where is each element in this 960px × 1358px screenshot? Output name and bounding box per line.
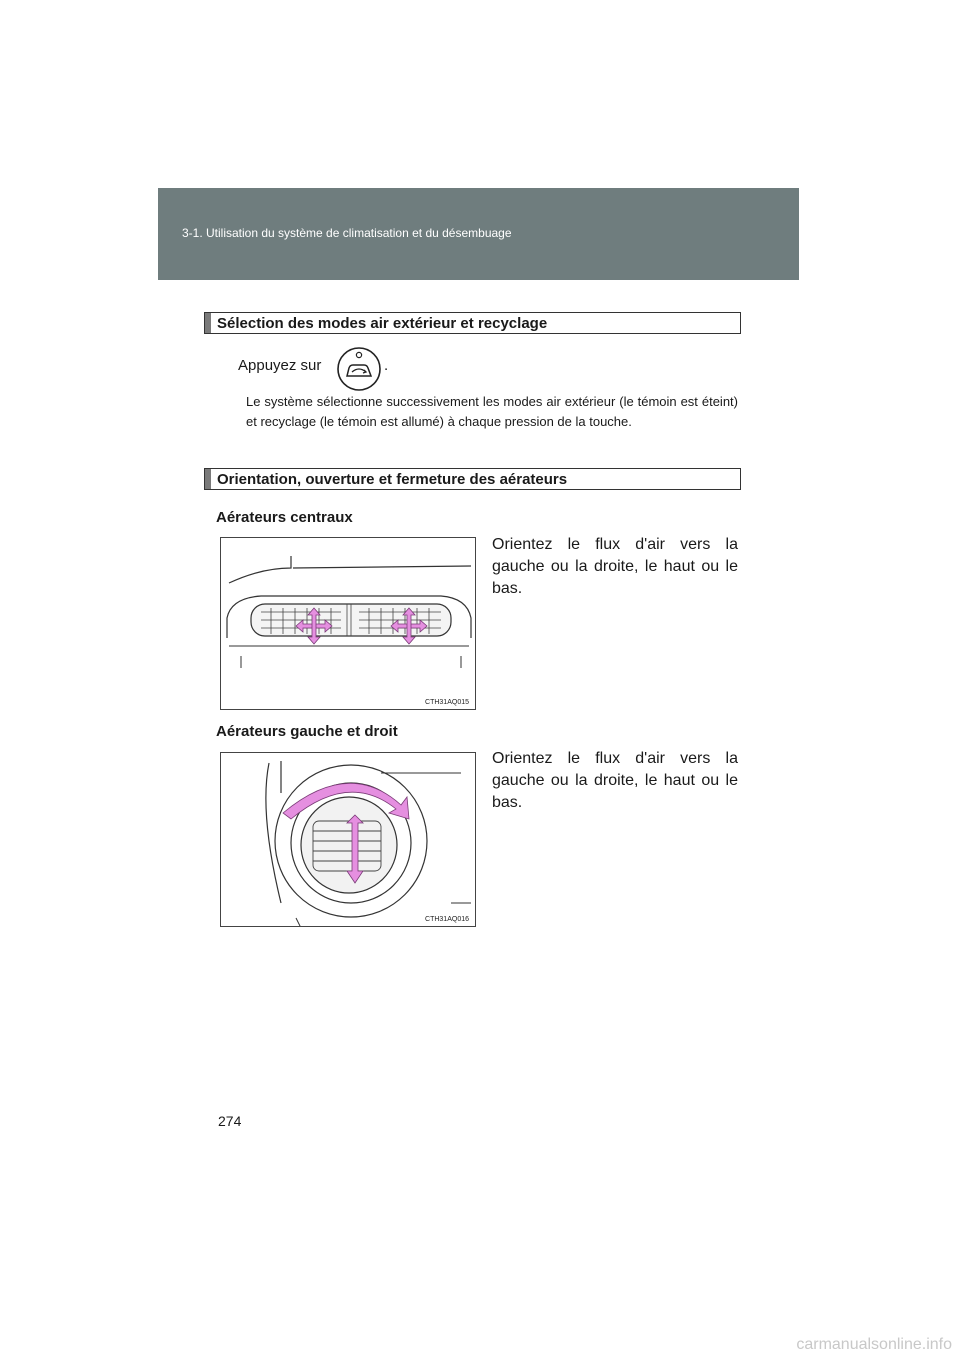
mode-description: Le système sélectionne successivement les modes air extérieur (le témoin est éteint) et recyclage (le témoin est allumé) à chaque pression de la touche. bbox=[246, 394, 738, 429]
page-number: 274 bbox=[218, 1113, 242, 1129]
figure-code: CTH31AQ015 bbox=[425, 699, 469, 706]
side-vents-text: Orientez le flux d'air vers la gauche ou la droite, le haut ou le bas. bbox=[492, 750, 738, 811]
section-marker bbox=[205, 469, 211, 489]
section-title-vents bbox=[204, 468, 741, 490]
instruction-period: . bbox=[384, 357, 389, 374]
side-vents-heading: Aérateurs gauche et droit bbox=[216, 723, 398, 740]
central-vents-figure bbox=[220, 537, 476, 710]
central-vents-heading: Aérateurs centraux bbox=[216, 509, 353, 526]
side-vents-figure bbox=[220, 752, 476, 927]
chapter-header bbox=[158, 188, 799, 280]
central-vents-illustration bbox=[221, 538, 476, 710]
recirculation-button-icon bbox=[336, 346, 382, 392]
breadcrumb: 3-1. Utilisation du système de climatisation et du désembuage bbox=[182, 226, 512, 240]
side-vents-illustration bbox=[221, 753, 476, 927]
section-title-air-mode bbox=[204, 312, 741, 334]
watermark: carmanualsonline.info bbox=[796, 1336, 952, 1353]
central-vents-text: Orientez le flux d'air vers la gauche ou la droite, le haut ou le bas. bbox=[492, 536, 738, 597]
section-marker bbox=[205, 313, 211, 333]
section-title-text: Orientation, ouverture et fermeture des aérateurs bbox=[217, 471, 568, 488]
section-title-text: Sélection des modes air extérieur et recyclage bbox=[217, 315, 548, 332]
instruction-text: Appuyez sur bbox=[238, 357, 322, 374]
figure-code: CTH31AQ016 bbox=[425, 916, 469, 923]
